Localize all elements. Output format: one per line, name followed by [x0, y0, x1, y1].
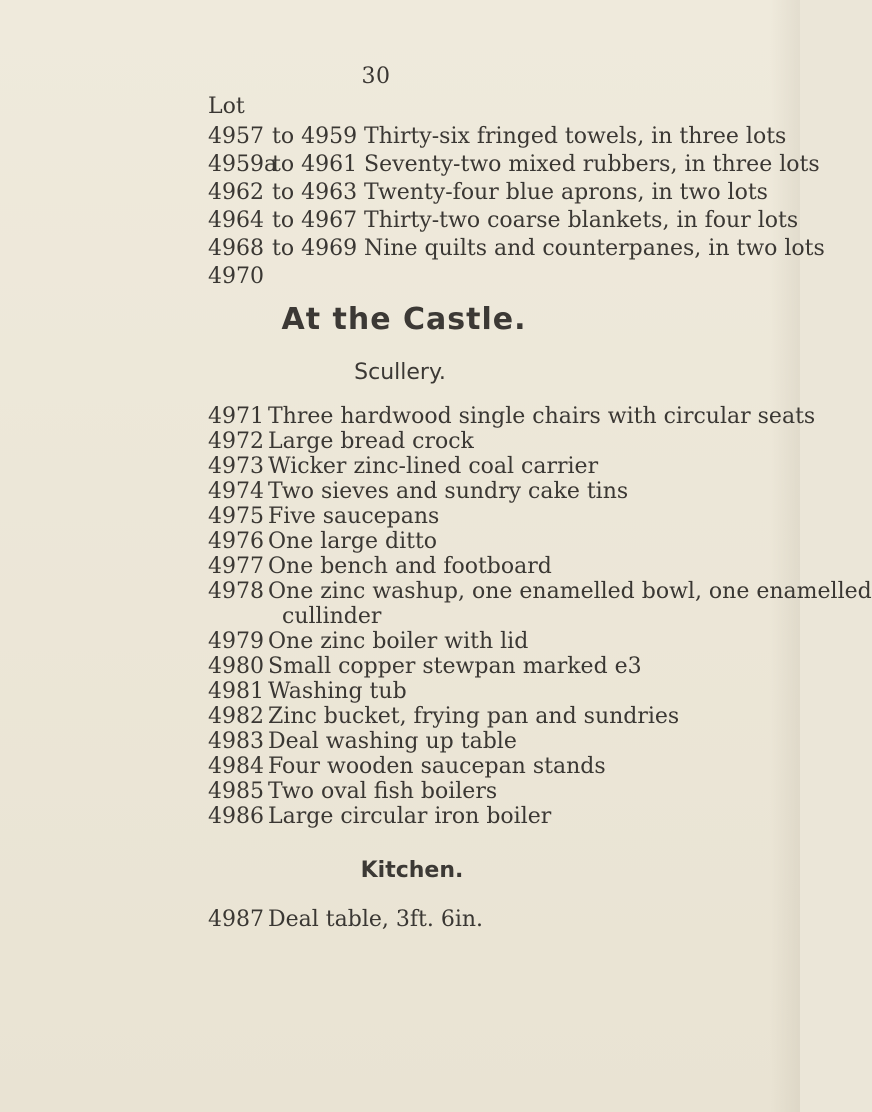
lot-row	[208, 123, 786, 151]
lot-number: 4968	[208, 236, 264, 261]
lot-row	[208, 235, 825, 263]
lot-number: 4973	[208, 454, 264, 479]
lot-row	[208, 179, 768, 207]
page-number: 30	[361, 64, 391, 89]
lot-number: 4980	[208, 654, 264, 679]
lot-number: 4971	[208, 404, 264, 429]
lot-description-continuation: cullinder	[282, 604, 382, 629]
lot-row	[208, 753, 606, 781]
lot-description: Four wooden saucepan stands	[268, 754, 606, 779]
lot-row	[208, 428, 474, 456]
lot-description: to 4969 Nine quilts and counterpanes, in two lots	[272, 236, 825, 261]
section-title: At the Castle.	[281, 302, 527, 337]
lot-column-header: Lot	[208, 94, 245, 119]
lot-row	[208, 528, 437, 556]
lot-description: One zinc boiler with lid	[268, 629, 529, 654]
lot-number: 4957	[208, 124, 264, 149]
lot-number: 4979	[208, 629, 264, 654]
lot-description: Two oval fish boilers	[268, 779, 498, 804]
lot-description: Five saucepans	[268, 504, 440, 529]
lot-number: 4987	[208, 907, 264, 932]
lot-row	[208, 653, 642, 681]
lot-row	[208, 906, 483, 934]
lot-number: 4975	[208, 504, 264, 529]
lot-description: Deal table, 3ft. 6in.	[268, 907, 484, 932]
lot-description: Zinc bucket, frying pan and sundries	[268, 704, 680, 729]
lot-description: Washing tub	[268, 679, 407, 704]
lot-row	[208, 578, 872, 606]
lot-row	[208, 263, 272, 291]
lot-row	[208, 703, 679, 731]
lot-description: to 4967 Thirty-two coarse blankets, in four lots	[272, 208, 799, 233]
lot-number: 4974	[208, 479, 264, 504]
lot-number: 4981	[208, 679, 264, 704]
lot-description: to 4963 Twenty-four blue aprons, in two lots	[272, 180, 768, 205]
lot-number: 4962	[208, 180, 264, 205]
lot-row	[208, 207, 798, 235]
lot-description: to 4959 Thirty-six fringed towels, in three lots	[272, 124, 787, 149]
lot-number: 4959a	[208, 152, 278, 177]
lot-description: Two sieves and sundry cake tins	[268, 479, 629, 504]
lot-row	[208, 553, 552, 581]
kitchen-heading: Kitchen.	[360, 858, 464, 883]
lot-number: 4978	[208, 579, 264, 604]
lot-description: to 4961 Seventy-two mixed rubbers, in three lots	[272, 152, 820, 177]
lot-description: One large ditto	[268, 529, 438, 554]
lot-row	[208, 478, 628, 506]
lot-number: 4982	[208, 704, 264, 729]
lot-row	[208, 151, 820, 179]
lot-number: 4984	[208, 754, 264, 779]
lot-row	[208, 503, 439, 531]
lot-number: 4970	[208, 264, 264, 289]
lot-row	[208, 728, 517, 756]
lot-number: 4964	[208, 208, 264, 233]
lot-row	[208, 628, 528, 656]
lot-description: Small copper stewpan marked e3	[268, 654, 642, 679]
lot-description: Wicker zinc-lined coal carrier	[268, 454, 599, 479]
lot-row	[208, 778, 497, 806]
lot-description: Large circular iron boiler	[268, 804, 552, 829]
lot-number: 4986	[208, 804, 264, 829]
lot-number: 4972	[208, 429, 264, 454]
lot-number: 4983	[208, 729, 264, 754]
lot-description: Three hardwood single chairs with circular seats	[268, 404, 816, 429]
lot-number: 4985	[208, 779, 264, 804]
lot-row	[208, 803, 551, 831]
lot-row	[208, 678, 407, 706]
lot-description: One zinc washup, one enamelled bowl, one enamelled	[268, 579, 872, 604]
lot-description: Deal washing up table	[268, 729, 517, 754]
scullery-heading: Scullery.	[354, 360, 446, 385]
lot-description: One bench and footboard	[268, 554, 552, 579]
lot-row	[208, 453, 598, 481]
lot-number: 4977	[208, 554, 264, 579]
lot-row	[208, 403, 815, 431]
lot-number: 4976	[208, 529, 264, 554]
lot-description: Large bread crock	[268, 429, 474, 454]
